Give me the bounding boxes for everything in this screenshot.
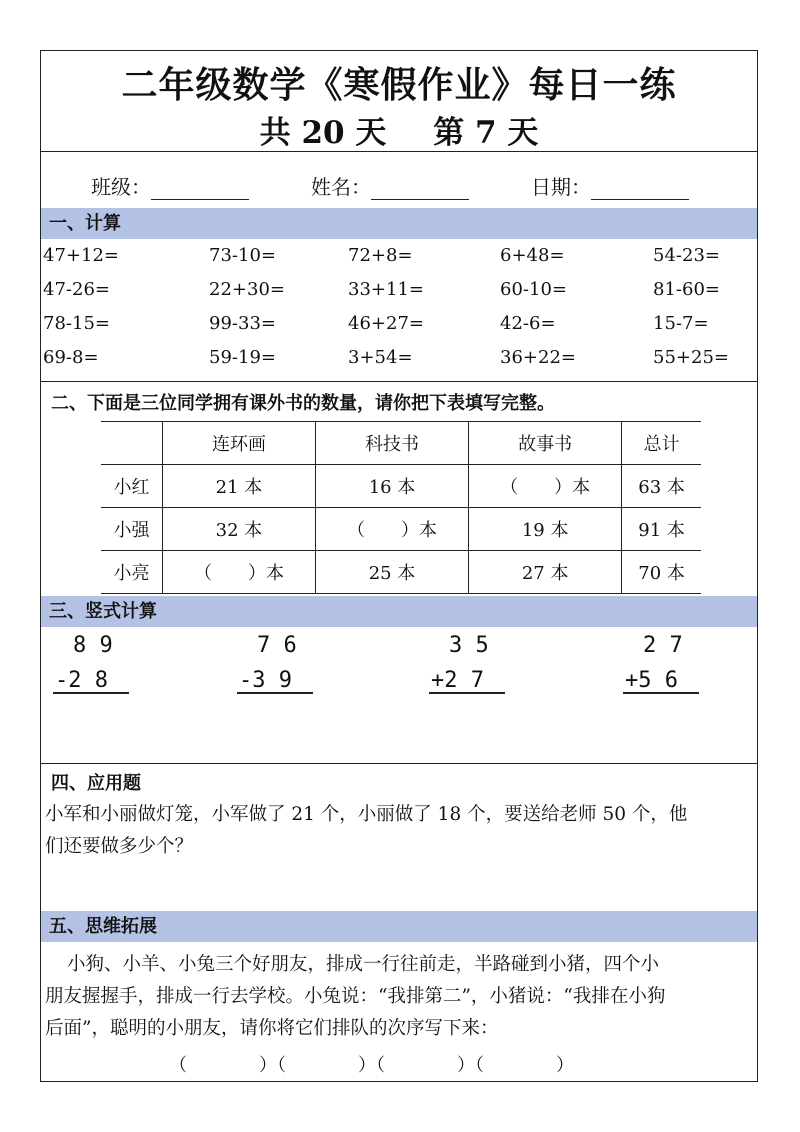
calc-problem: 15-7=	[653, 313, 709, 334]
table-cell: 16 本	[316, 465, 469, 508]
calc-problem: 36+22=	[500, 347, 576, 368]
table-row	[101, 551, 701, 594]
calc-problem: 78-15=	[43, 313, 110, 334]
answer-parentheses[interactable]: （ ）（ ）（ ）（ ）	[169, 1055, 574, 1076]
calc-problem: 3+54=	[348, 347, 413, 368]
name-field	[311, 171, 469, 200]
logic-problem	[45, 949, 757, 1045]
calc-problem: 22+30=	[209, 279, 285, 300]
divider	[41, 763, 757, 764]
total-days: 共 20 天	[259, 115, 387, 151]
name-blank[interactable]	[371, 179, 469, 200]
vertical-bottom: +5 6	[625, 668, 678, 693]
vertical-bottom: -3 9	[239, 668, 292, 693]
table-header-cell: 故事书	[469, 422, 622, 465]
table-header-row	[101, 422, 701, 465]
vertical-top: 7 6	[257, 633, 297, 658]
current-day: 第 7 天	[433, 115, 539, 151]
table-cell[interactable]: （ ）本	[162, 551, 315, 594]
section1-title: 一、计算	[41, 208, 757, 239]
section4-title: 四、应用题	[51, 773, 141, 794]
table-row	[101, 465, 701, 508]
divider	[41, 381, 757, 382]
calc-problem: 54-23=	[653, 245, 720, 266]
table-cell: 小红	[101, 465, 162, 508]
date-label: 日期：	[531, 175, 591, 199]
table-cell: 27 本	[469, 551, 622, 594]
vertical-top: 8 9	[73, 633, 113, 658]
calc-problem: 60-10=	[500, 279, 567, 300]
table-cell: 小强	[101, 508, 162, 551]
table-cell: 19 本	[469, 508, 622, 551]
word-problem-line: 小军和小丽做灯笼，小军做了 21 个，小丽做了 18 个，要送给老师 50 个，他	[45, 804, 688, 825]
calc-problem: 55+25=	[653, 347, 729, 368]
calc-problem: 46+27=	[348, 313, 424, 334]
answer-line	[237, 692, 313, 694]
table-cell: 63 本	[622, 465, 701, 508]
calc-problem: 69-8=	[43, 347, 99, 368]
section3-title: 三、竖式计算	[41, 596, 757, 627]
day-info	[41, 107, 757, 152]
name-label: 姓名：	[311, 175, 371, 199]
answer-line	[623, 692, 699, 694]
vertical-bottom: +2 7	[431, 668, 484, 693]
table-header-cell: 科技书	[316, 422, 469, 465]
worksheet	[40, 50, 758, 1082]
table-row	[101, 508, 701, 551]
section2-title: 二、下面是三位同学拥有课外书的数量，请你把下表填写完整。	[51, 393, 555, 414]
calc-problem: 81-60=	[653, 279, 720, 300]
answer-line	[429, 692, 505, 694]
calc-problem: 47-26=	[43, 279, 110, 300]
table-cell[interactable]: （ ）本	[469, 465, 622, 508]
word-problem-line: 们还要做多少个？	[45, 836, 194, 857]
table-cell: 32 本	[162, 508, 315, 551]
section5-title: 五、思维拓展	[41, 911, 757, 942]
table-cell: 25 本	[316, 551, 469, 594]
table-cell[interactable]: （ ）本	[316, 508, 469, 551]
divider	[41, 151, 757, 152]
calc-problem: 6+48=	[500, 245, 565, 266]
calc-problem: 42-6=	[500, 313, 556, 334]
answer-line	[53, 692, 129, 694]
table-header-cell	[101, 422, 162, 465]
vertical-bottom: -2 8	[55, 668, 108, 693]
vertical-top: 3 5	[449, 633, 489, 658]
class-field	[91, 171, 249, 200]
calc-problem: 47+12=	[43, 245, 119, 266]
table-header-cell: 总计	[622, 422, 701, 465]
logic-problem-line: 小狗、小羊、小兔三个好朋友，排成一行往前走，半路碰到小猪，四个小	[67, 954, 660, 975]
date-blank[interactable]	[591, 179, 689, 200]
table-cell: 小亮	[101, 551, 162, 594]
calc-problem: 59-19=	[209, 347, 276, 368]
class-label: 班级：	[91, 175, 151, 199]
worksheet-title: 二年级数学《寒假作业》每日一练	[121, 65, 677, 106]
logic-problem-line: 后面”，聪明的小朋友，请你将它们排队的次序写下来：	[45, 1018, 499, 1039]
table-header-cell: 连环画	[162, 422, 315, 465]
calc-problem: 99-33=	[209, 313, 276, 334]
calc-problem: 72+8=	[348, 245, 413, 266]
calc-problem: 73-10=	[209, 245, 276, 266]
books-table	[101, 421, 701, 594]
logic-problem-line: 朋友握握手，排成一行去学校。小兔说：“我排第二”，小猪说：“我排在小狗	[45, 986, 666, 1007]
date-field	[531, 171, 689, 200]
table-cell: 70 本	[622, 551, 701, 594]
table-cell: 91 本	[622, 508, 701, 551]
word-problem	[45, 799, 757, 863]
calc-problem: 33+11=	[348, 279, 424, 300]
class-blank[interactable]	[151, 179, 249, 200]
table-cell: 21 本	[162, 465, 315, 508]
vertical-top: 2 7	[643, 633, 683, 658]
